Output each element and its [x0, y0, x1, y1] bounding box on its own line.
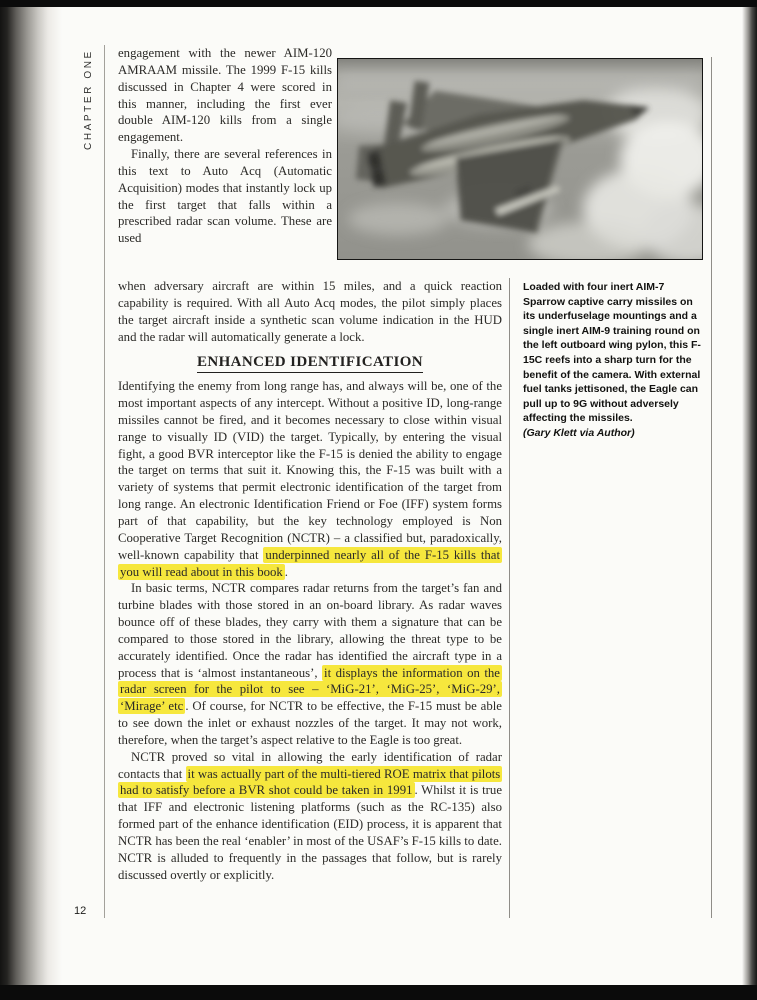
caption-rule — [509, 278, 510, 918]
highlighted-text: it displays the information on the radar screen for the pilot to see – ‘MiG-21’, ‘MiG-25’, ‘MiG-29’, ‘Mirage’ etc — [120, 665, 500, 714]
paragraph-text: NCTR proved so vital in allowing the early identification of radar contacts that — [118, 749, 502, 781]
column-rule-left — [104, 45, 105, 918]
paragraph-text: . — [284, 564, 288, 579]
narrow-text-column — [118, 45, 332, 278]
photo-caption — [523, 280, 703, 441]
main-text-column — [118, 45, 502, 884]
paragraph-text: . Whilst it is true that IFF and electronic listening platforms (such as the RC-135) also formed part of the enhance identification (EID) process, it is apparent that NCTR has been the real ‘enabler’ in most of the USAF’s F-15 kills to date. NCTR is alluded to frequently in the passages that follow, but is rarely discussed overtly or explicitly. — [118, 783, 502, 882]
paragraph-continuation: engagement with the newer AIM-120 AMRAAM missile. The 1999 F-15 kills discussed in Chapter 4 were scored in this manner, including the first ever double AIM-120 kills from a single engagement. — [118, 46, 332, 145]
caption-credit: (Gary Klett via Author) — [523, 426, 635, 439]
paragraph-text: . Of course, for NCTR to be effective, the F-15 must be able to see down the inlet or exhaust nozzles of the target. It may not work, therefore, when the target’s aspect relative to the Eagle is too great. — [118, 699, 502, 747]
section-heading — [118, 354, 502, 373]
paragraph-auto-acq-continued: when adversary aircraft are within 15 miles, and a quick reaction capability is required. With all Auto Acq modes, the pilot simply places the target aircraft inside a synthetic scan volume indication in the HUD and the radar will automatically generate a lock. — [118, 279, 502, 344]
page-number: 12 — [74, 905, 87, 917]
paragraph-text: In basic terms, NCTR compares radar returns from the target’s fan and turbine blades with those stored in an on-board library. As radar waves bounce off of these blades, they carry with them a signature that can be compared to those stored in the library, allowing the threat type to be accurately identified. Once the radar has identified the aircraft type in a process that is ‘almost instantaneous’, — [118, 581, 502, 680]
caption-text: Loaded with four inert AIM-7 Sparrow captive carry missiles on its underfuselage mountings and a single inert AIM-9 training round on the left outboard wing pylon, this F-15C reefs into a sharp turn for the benefit of the camera. With external fuel tanks jettisoned, the Eagle can pull up to 9G without adversely affecting the missiles. — [523, 281, 701, 425]
highlighted-text: it was actually part of the multi-tiered ROE matrix that pilots had to satisfy before a BVR shot could be taken in 1991 — [120, 766, 501, 798]
paragraph-identification — [118, 378, 502, 580]
section-heading-text: ENHANCED IDENTIFICATION — [197, 354, 423, 373]
paragraph-auto-acq: Finally, there are several references in this text to Auto Acq (Automatic Acquisition) modes that instantly lock up the first target that falls within a prescribed radar scan volume. These are used — [118, 147, 332, 246]
book-page — [0, 7, 757, 985]
paragraph-text: Identifying the enemy from long range has, and always will be, one of the most important aspects of any intercept. Without a positive ID, long-range missiles cannot be fired, and it becomes necessary to close within visual range to visually ID (VID) the target. Typically, by entering the visual fight, a good BVR interceptor like the F-15 is denied the ability to engage the target on terms that suit it. Knowing this, the F-15 was built with a variety of systems that permit electronic identification of the target from long range. An electronic Identification Friend or Foe (IFF) system forms part of that capability, but the key technology employed is Non Cooperative Target Recognition (NCTR) – a classified but, paradoxically, well-known capability that — [118, 379, 502, 562]
column-rule-right — [711, 57, 712, 918]
paragraph-nctr-basics — [118, 580, 502, 748]
highlighted-text: underpinned nearly all of the F-15 kills that you will read about in this book — [120, 547, 501, 579]
chapter-sidebar-label: CHAPTER ONE — [83, 49, 94, 150]
paragraph-nctr-roe — [118, 749, 502, 884]
